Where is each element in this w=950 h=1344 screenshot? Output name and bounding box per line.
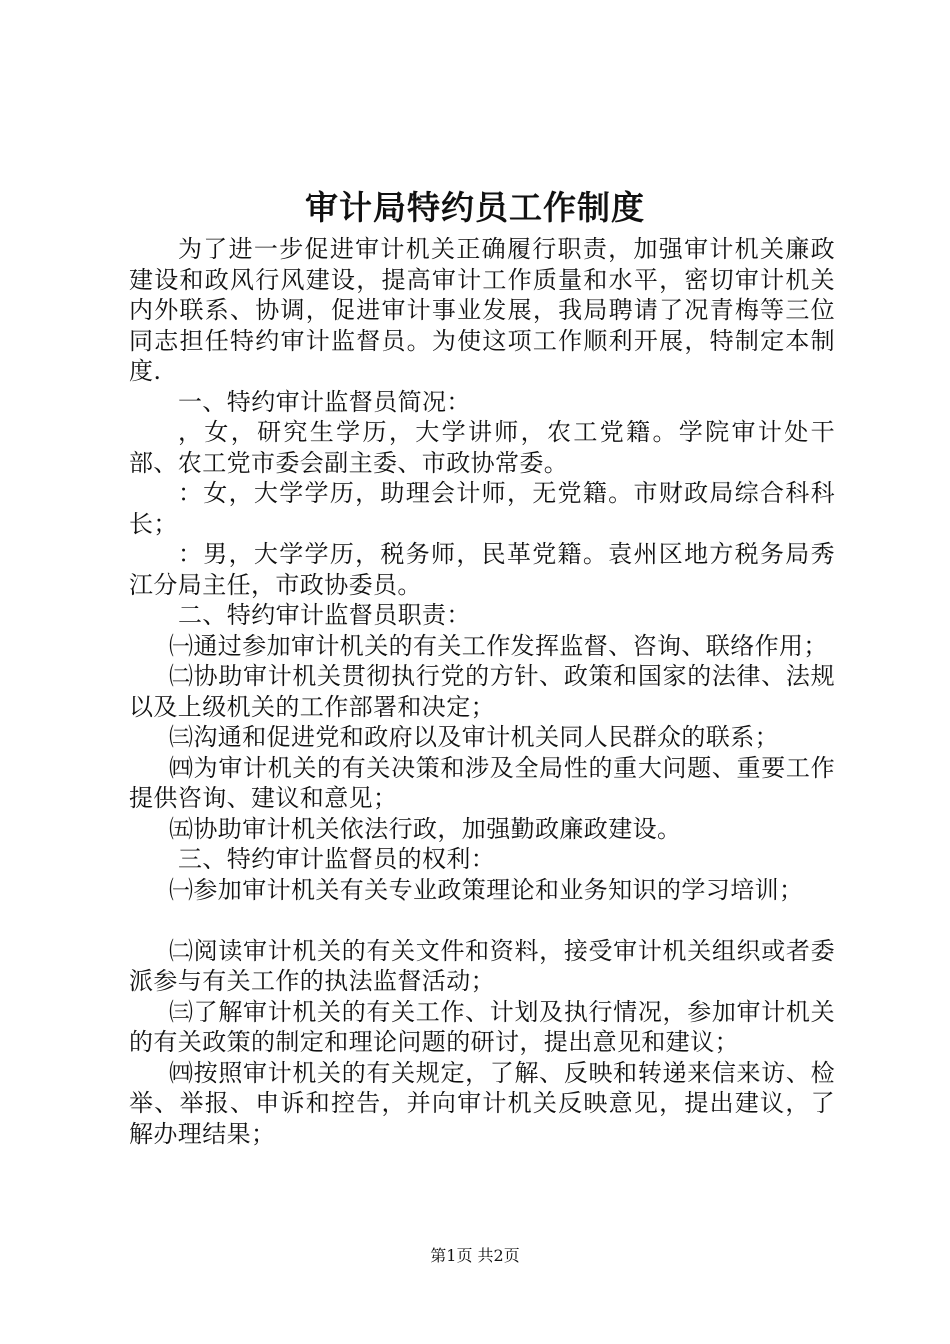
right-item-3: ㈢了解审计机关的有关工作、计划及执行情况，参加审计机关的有关政策的制定和理论问题的研讨，提出意见和建议；: [129, 997, 835, 1056]
member-entry-2: ：女，大学学历，助理会计师，无党籍。市财政局综合科科长；: [129, 479, 835, 538]
duty-item-2: ㈡协助审计机关贯彻执行党的方针、政策和国家的法律、法规以及上级机关的工作部署和决定；: [129, 662, 835, 721]
right-item-1: ㈠参加审计机关有关专业政策理论和业务知识的学习培训；: [169, 875, 804, 904]
section-heading-3: 三、特约审计监督员的权利：: [178, 845, 496, 873]
intro-paragraph: 为了进一步促进审计机关正确履行职责，加强审计机关廉政建设和政风行风建设，提高审计工作质量和水平，密切审计机关内外联系、协调，促进审计事业发展，我局聘请了况青梅等三位同志担任特约审计监督员。为使这项工作顺利开展，特制定本制度.: [129, 235, 835, 385]
member-entry-1: ，女，研究生学历，大学讲师，农工党籍。学院审计处干部、农工党市委会副主委、市政协常委。: [129, 418, 835, 477]
document-title: 审计局特约员工作制度: [305, 188, 645, 227]
section-heading-2: 二、特约审计监督员职责：: [178, 601, 471, 629]
duty-item-5: ㈤协助审计机关依法行政，加强勤政廉政建设。: [169, 814, 682, 843]
document-body: [129, 234, 835, 1149]
blank-line: [129, 905, 835, 936]
duty-item-3: ㈢沟通和促进党和政府以及审计机关同人民群众的联系；: [169, 723, 779, 751]
duty-item-4: ㈣为审计机关的有关决策和涉及全局性的重大问题、重要工作提供咨询、建议和意见；: [129, 753, 835, 812]
section-heading-1: 一、特约审计监督员简况：: [178, 387, 471, 416]
duty-item-1: ㈠通过参加审计机关的有关工作发挥监督、咨询、联络作用；: [169, 631, 828, 660]
right-item-2: ㈡阅读审计机关的有关文件和资料，接受审计机关组织或者委派参与有关工作的执法监督活动；: [129, 936, 835, 995]
right-item-4: ㈣按照审计机关的有关规定，了解、反映和转递来信来访、检举、举报、申诉和控告，并向审计机关反映意见，提出建议，了解办理结果；: [129, 1058, 835, 1148]
page-number-footer: 第1页 共2页: [430, 1246, 520, 1265]
member-entry-3: ：男，大学学历，税务师，民革党籍。袁州区地方税务局秀江分局主任，市政协委员。: [129, 540, 835, 599]
